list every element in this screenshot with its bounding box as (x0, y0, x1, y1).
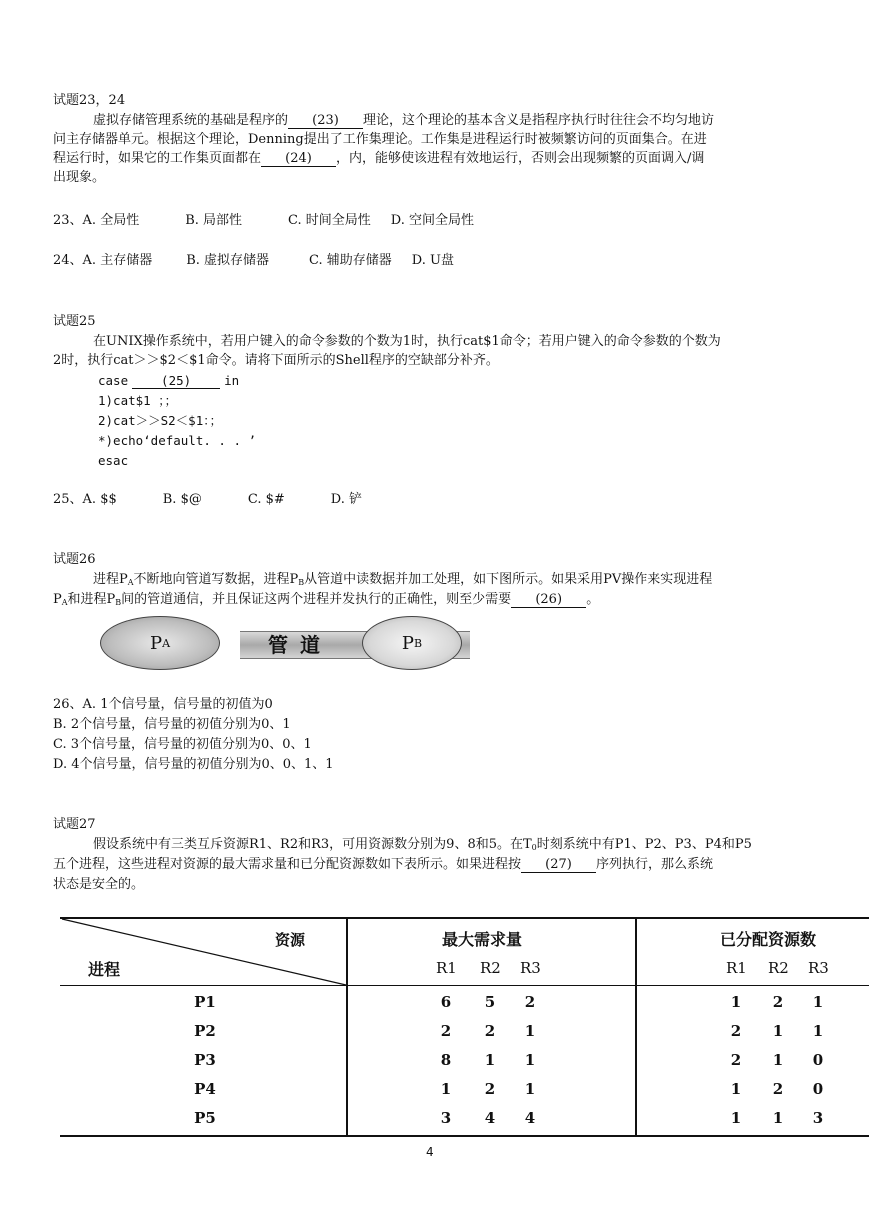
table-cell-max: 2 (484, 1080, 496, 1098)
question-title: 试题23，24 (53, 93, 126, 108)
options-23: 23、A. 全局性 B. 局部性 C. 时间全局性 D. 空间全局性 (53, 213, 475, 228)
max-subheader-r3: R3 (520, 959, 541, 977)
table-cell-max: 1 (524, 1022, 536, 1040)
table-cell-max: 4 (524, 1109, 536, 1127)
blank-27: (27) (521, 857, 596, 873)
table-cell-alloc: 2 (772, 1080, 784, 1098)
paragraph-line: 状态是安全的。 (53, 877, 145, 892)
blank-23: (23) (288, 113, 363, 129)
paragraph-line: 出现象。 (53, 170, 106, 185)
code-line: case (25) in (98, 373, 240, 388)
max-demand-header: 最大需求量 (442, 930, 523, 949)
paragraph-line: 问主存储器单元。根据这个理论，Denning提出了工作集理论。工作集是进程运行时被频繁访问的页面集合。在进 (53, 132, 707, 147)
table-cell-alloc: 1 (772, 1051, 784, 1069)
question-title: 试题25 (53, 314, 96, 329)
paragraph-line: 程运行时，如果它的工作集页面都在 (24) ，内，能够使该进程有效地运行，否则会出现频繁的页面调入/调 (53, 151, 705, 166)
table-cell-max: 2 (524, 993, 536, 1011)
options-24: 24、A. 主存储器 B. 虚拟存储器 C. 辅助存储器 D. U盘 (53, 253, 454, 268)
table-cell-max: 8 (440, 1051, 452, 1069)
paragraph-line: 2时，执行cat＞＞$2＜$1命令。请将下面所示的Shell程序的空缺部分补齐。 (53, 353, 499, 368)
table-cell-max: 1 (524, 1080, 536, 1098)
option-line: B. 2个信号量，信号量的初值分别为0、1 (53, 717, 291, 732)
paragraph-line: 进程$P_A$不断地向管道写数据，进程$P_B$从管道中读数据并加工处理，如下图所示。如果采用PV操作来实现进程 (93, 572, 713, 587)
table-cell-max: 3 (440, 1109, 452, 1127)
table-cell-alloc: 2 (772, 993, 784, 1011)
process-b-ellipse: P B (362, 616, 462, 670)
table-cell-alloc: 2 (730, 1022, 742, 1040)
pipe-diagram (100, 614, 462, 674)
question-title: 试题26 (53, 552, 96, 567)
option-line: 26、A. 1个信号量，信号量的初值为0 (53, 697, 273, 712)
corner-label-resource: 资源 (275, 931, 306, 949)
table-cell-alloc: 0 (812, 1051, 824, 1069)
blank-24: (24) (261, 151, 336, 167)
table-cell-alloc: 1 (772, 1109, 784, 1127)
paragraph-line: 虚拟存储管理系统的基础是程序的 (23) 理论，这个理论的基本含义是指程序执行时往往会不均匀地访 (93, 113, 715, 128)
table-cell-alloc: 1 (730, 1080, 742, 1098)
table-row-process-name: P2 (194, 1022, 216, 1040)
table-col-divider (635, 917, 637, 1137)
alloc-subheader-r1: R1 (726, 959, 747, 977)
table-cell-alloc: 1 (730, 993, 742, 1011)
table-cell-max: 1 (440, 1080, 452, 1098)
options-25: 25、A. $$ B. $@ C. $# D. 铲 (53, 492, 362, 507)
table-cell-alloc: 1 (812, 993, 824, 1011)
table-cell-max: 1 (524, 1051, 536, 1069)
paragraph-line: $P_A$和进程$P_B$间的管道通信，并且保证这两个进程并发执行的正确性，则至少需要 (26) 。 (53, 592, 600, 607)
corner-label-process: 进程 (88, 960, 121, 979)
code-line: 2)cat＞＞S2＜$1：； (98, 413, 222, 428)
max-subheader-r1: R1 (436, 959, 457, 977)
table-cell-max: 2 (440, 1022, 452, 1040)
table-cell-max: 2 (484, 1022, 496, 1040)
blank-25: (25) (132, 373, 220, 389)
table-cell-alloc: 1 (730, 1109, 742, 1127)
option-line: C. 3个信号量，信号量的初值分别为0、0、1 (53, 737, 312, 752)
table-border-bottom (60, 1135, 869, 1137)
table-cell-max: 1 (484, 1051, 496, 1069)
question-title: 试题27 (53, 817, 96, 832)
paragraph-line: 在UNIX操作系统中，若用户键入的命令参数的个数为1时，执行cat$1命令；若用户键入的命令参数的个数为 (93, 334, 721, 349)
code-line: 1)cat$1 ；； (98, 393, 177, 408)
resource-table (60, 917, 869, 1139)
table-cell-max: 6 (440, 993, 452, 1011)
blank-26: (26) (511, 592, 586, 608)
table-cell-alloc: 2 (730, 1051, 742, 1069)
table-cell-alloc: 1 (772, 1022, 784, 1040)
table-row-process-name: P1 (194, 993, 216, 1011)
option-line: D. 4个信号量，信号量的初值分别为0、0、1、1 (53, 757, 334, 772)
table-cell-alloc: 3 (812, 1109, 824, 1127)
alloc-subheader-r2: R2 (768, 959, 789, 977)
code-line: *)echo‘default. . . ’ (98, 433, 257, 448)
paragraph-line: 假设系统中有三类互斥资源R1、R2和R3，可用资源数分别为9、8和5。在$T_0$时刻系统中有P1、P2、P3、P4和P5 (93, 837, 752, 852)
max-subheader-r2: R2 (480, 959, 501, 977)
process-a-ellipse: P A (100, 616, 220, 670)
pipe-label: 管道 (268, 633, 332, 657)
table-row-process-name: P4 (194, 1080, 216, 1098)
alloc-subheader-r3: R3 (808, 959, 829, 977)
table-cell-alloc: 0 (812, 1080, 824, 1098)
page-number: 4 (426, 1145, 434, 1159)
paragraph-line: 五个进程，这些进程对资源的最大需求量和已分配资源数如下表所示。如果进程按 (27) 序列执行，那么系统 (53, 857, 714, 872)
code-line: esac (98, 453, 129, 468)
table-row-process-name: P3 (194, 1051, 216, 1069)
table-cell-max: 5 (484, 993, 496, 1011)
table-cell-alloc: 1 (812, 1022, 824, 1040)
table-row-process-name: P5 (194, 1109, 216, 1127)
allocated-header: 已分配资源数 (720, 930, 817, 949)
table-cell-max: 4 (484, 1109, 496, 1127)
